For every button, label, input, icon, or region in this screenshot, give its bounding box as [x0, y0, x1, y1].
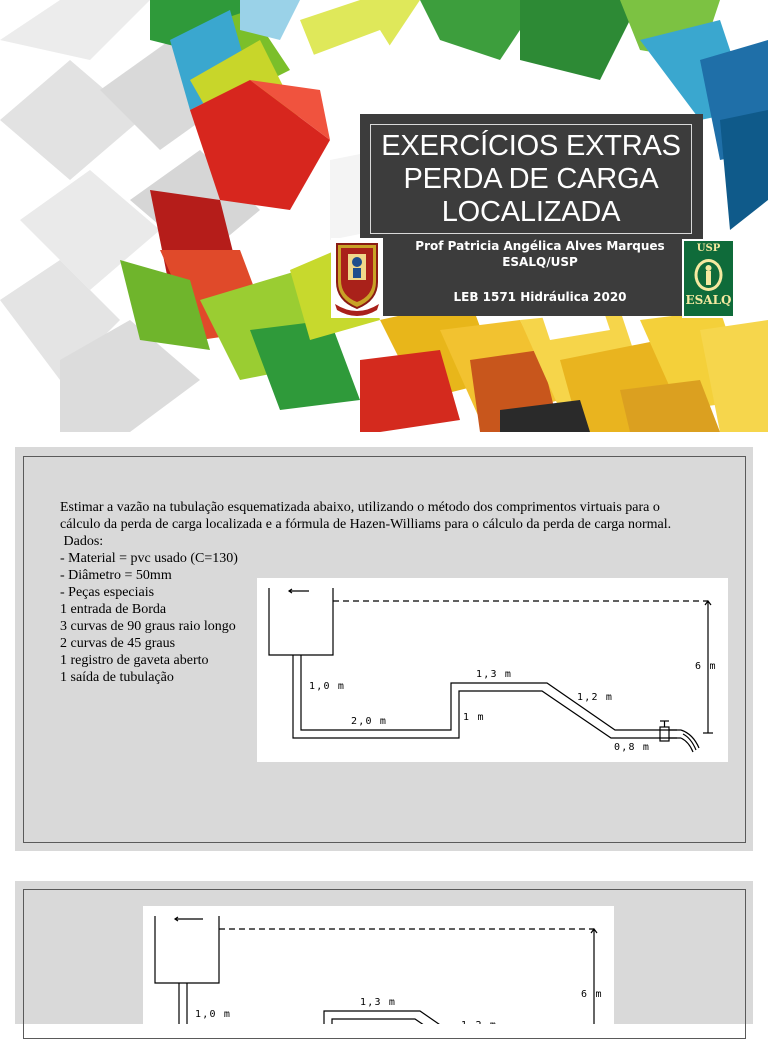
pipe-diagram [257, 578, 728, 762]
label-vertical-large: 1,0 m [195, 1009, 232, 1020]
usp-logo-text: USP [696, 243, 721, 254]
statement-line-2: cálculo da perda de carga localizada e a fórmula de Hazen-Williams para o cálculo da perda de carga normal. [60, 517, 672, 532]
list-item: 1 saída de tubulação [60, 670, 174, 685]
list-item: 1 entrada de Borda [60, 602, 167, 617]
dados-label: Dados: [60, 534, 104, 549]
title-slide [0, 0, 768, 432]
label-height: 6 m [695, 661, 717, 672]
label-exit: 0,8 m [614, 742, 651, 753]
label-slope-large: 1,2 m [461, 1020, 498, 1031]
esalq-logo-text: ESALQ [685, 293, 732, 307]
university-seal-logo [331, 238, 383, 318]
list-item: - Material = pvc usado (C=130) [60, 551, 238, 566]
problem-statement [60, 499, 720, 550]
label-slope: 1,2 m [577, 692, 614, 703]
list-item: - Peças especiais [60, 585, 155, 600]
label-rise: 1 m [463, 712, 485, 723]
label-horizontal-2-large: 1,3 m [360, 997, 397, 1008]
esalq-logo [682, 239, 735, 318]
list-item: 3 curvas de 90 graus raio longo [60, 619, 236, 634]
author-name: Prof Patricia Angélica Alves Marques [415, 239, 665, 253]
gate-valve [660, 727, 669, 741]
title-line-1: EXERCÍCIOS EXTRAS [381, 130, 681, 162]
course-code: LEB 1571 Hidráulica 2020 [453, 290, 627, 304]
title-line-3: LOCALIZADA [441, 196, 621, 228]
label-horizontal-1: 2,0 m [351, 716, 388, 727]
statement-line-1: Estimar a vazão na tubulação esquematizada abaixo, utilizando o método dos comprimentos virtuais para o [60, 500, 660, 515]
given-data-list [60, 550, 255, 686]
list-item: 2 curvas de 45 graus [60, 636, 176, 651]
reservoir [269, 588, 333, 655]
list-item: - Diâmetro = 50mm [60, 568, 172, 583]
outlet-flow [681, 730, 699, 752]
label-vertical: 1,0 m [309, 681, 346, 692]
title-line-2: PERDA DE CARGA [403, 163, 659, 195]
pipe-diagram-large [143, 906, 614, 1031]
list-item: 1 registro de gaveta aberto [60, 653, 209, 668]
label-height-large: 6 m [581, 989, 603, 1000]
institution: ESALQ/USP [502, 255, 578, 269]
label-horizontal-2: 1,3 m [476, 669, 513, 680]
